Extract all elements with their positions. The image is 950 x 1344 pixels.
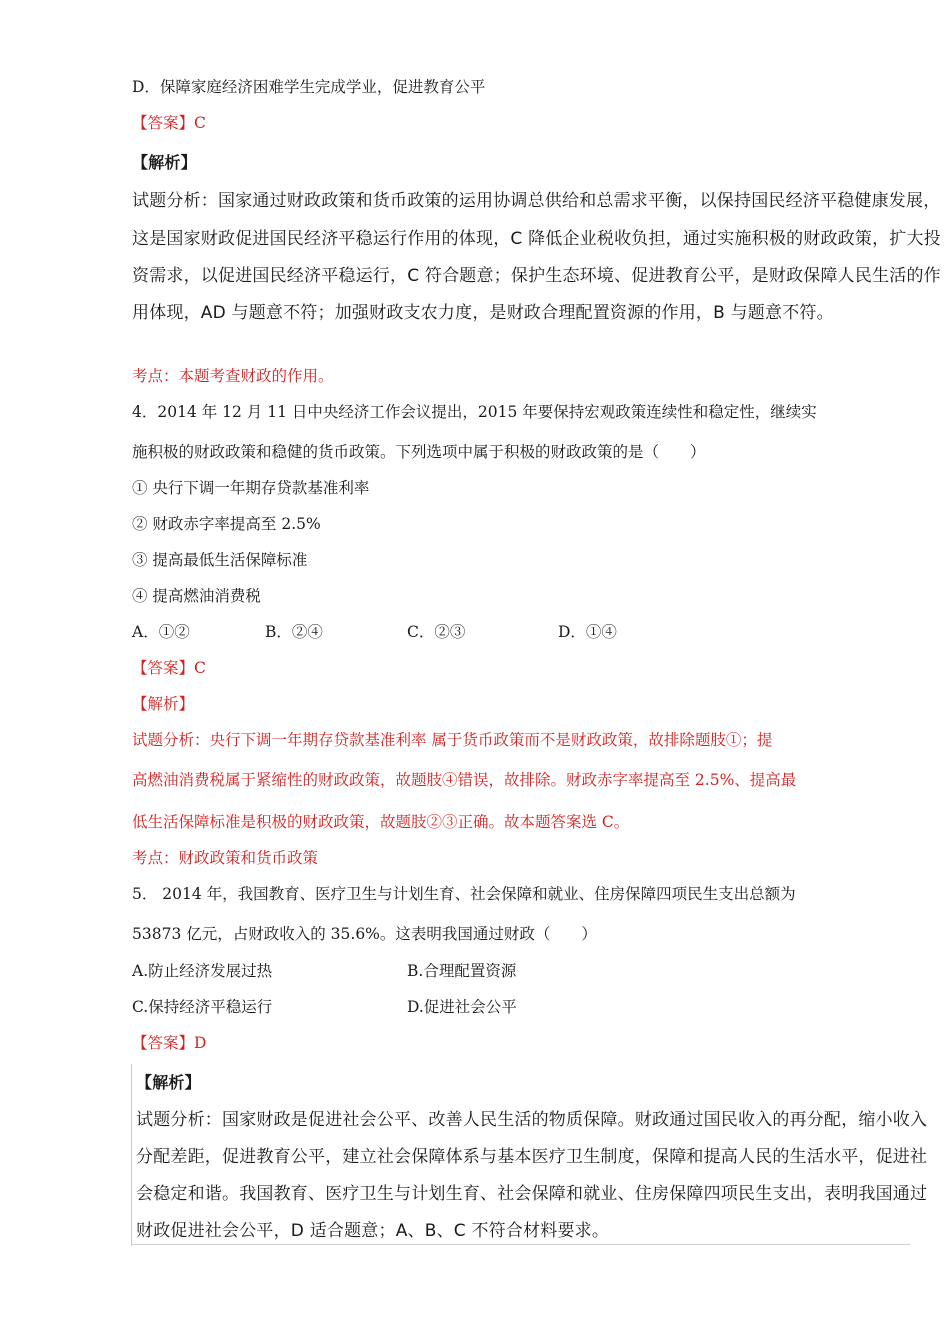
q3-analysis-label: 【解析】: [132, 153, 197, 172]
q4-option-b: B．②④: [265, 623, 323, 641]
q5-answer: [132, 1033, 206, 1053]
q4-item-3: ③ 提高最低生活保障标准: [132, 551, 308, 569]
q4-kaodian: 考点：财政政策和货币政策: [132, 849, 319, 867]
q4-analysis-line-1: 试题分析：央行下调一年期存贷款基准利率 属于货币政策而不是财政政策，故排除题肢①；提: [132, 731, 773, 749]
q4-analysis-line-2: 高燃油消费税属于紧缩性的财政政策，故题肢④错误，故排除。财政赤字率提高至 2.5%、提高最: [132, 771, 797, 789]
q5-stem-line-1: 5． 2014 年，我国教育、医疗卫生与计划生育、社会保障和就业、住房保障四项民生支出总额为: [132, 885, 796, 903]
q5-analysis-line-2: 分配差距，促进教育公平，建立社会保障体系与基本医疗卫生制度，保障和提高人民的生活水平，促进社: [136, 1147, 928, 1167]
answer-value: C: [194, 114, 206, 132]
q5-analysis-line-3: 会稳定和谐。我国教育、医疗卫生与计划生育、社会保障和就业、住房保障四项民生支出，表明我国通过: [136, 1184, 928, 1204]
q5-stem-line-2: 53873 亿元，占财政收入的 35.6%。这表明我国通过财政（ ）: [132, 925, 597, 943]
q4-option-a: A．①②: [132, 623, 190, 641]
q3-option-d: D．保障家庭经济困难学生完成学业，促进教育公平: [132, 78, 486, 96]
q5-option-b: B.合理配置资源: [407, 962, 517, 980]
answer-value: C: [194, 659, 206, 677]
q4-stem-line-1: 4．2014 年 12 月 11 日中央经济工作会议提出，2015 年要保持宏观政策连续性和稳定性，继续实: [132, 403, 817, 421]
q5-analysis-label: 【解析】: [136, 1073, 201, 1092]
q3-answer: [132, 113, 206, 133]
analysis-box-left-border: [131, 1064, 132, 1246]
q4-option-c: C．②③: [407, 623, 466, 641]
q4-option-d: D．①④: [558, 623, 617, 641]
answer-label: 【答案】: [132, 114, 195, 132]
q3-analysis-line-4: 用体现，AD 与题意不符；加强财政支农力度，是财政合理配置资源的作用，B 与题意不符。: [132, 303, 834, 323]
answer-label: 【答案】: [132, 1034, 195, 1052]
q3-analysis-line-2: 这是国家财政促进国民经济平稳运行作用的体现，C 降低企业税收负担，通过实施积极的财政政策，扩大投: [132, 229, 941, 249]
q5-option-c: C.保持经济平稳运行: [132, 998, 273, 1016]
q5-option-d: D.促进社会公平: [407, 998, 517, 1016]
q4-analysis-line-3: 低生活保障标准是积极的财政政策，故题肢②③正确。故本题答案选 C。: [132, 813, 630, 831]
q3-kaodian: 考点：本题考查财政的作用。: [132, 367, 334, 385]
q4-item-1: ① 央行下调一年期存贷款基准利率: [132, 479, 370, 497]
q4-item-4: ④ 提高燃油消费税: [132, 587, 261, 605]
q3-analysis-line-1: 试题分析：国家通过财政政策和货币政策的运用协调总供给和总需求平衡，以保持国民经济平稳健康发展，: [132, 191, 941, 211]
q4-analysis-label: 【解析】: [132, 695, 195, 713]
q3-analysis-line-3: 资需求，以促进国民经济平稳运行，C 符合题意；保护生态环境、促进教育公平，是财政保障人民生活的作: [132, 266, 941, 286]
q4-answer: [132, 658, 206, 678]
analysis-box-bottom-border: [132, 1244, 910, 1245]
q5-analysis-line-1: 试题分析：国家财政是促进社会公平、改善人民生活的物质保障。财政通过国民收入的再分配，缩小收入: [136, 1110, 928, 1130]
answer-value: D: [194, 1034, 207, 1052]
q5-analysis-line-4: 财政促进社会公平，D 适合题意；A、B、C 不符合材料要求。: [136, 1221, 610, 1241]
q4-stem-line-2: 施积极的财政政策和稳健的货币政策。下列选项中属于积极的财政政策的是（ ）: [132, 443, 706, 461]
q5-option-a: A.防止经济发展过热: [132, 962, 273, 980]
answer-label: 【答案】: [132, 659, 195, 677]
q4-item-2: ② 财政赤字率提高至 2.5%: [132, 515, 321, 533]
